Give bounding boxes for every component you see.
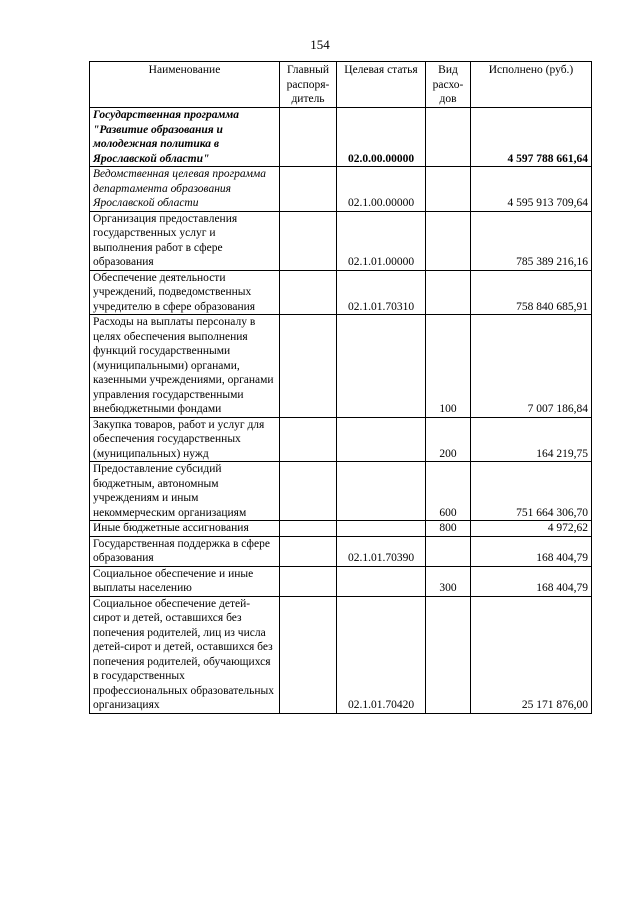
row-glav xyxy=(280,270,337,315)
row-name: Социальное обеспечение детей-сирот и детей, оставшихся без попечения родителей, лиц из числа детей-сирот и детей, оставшихся без попечения родителей, обучающихся в государственных профессиональных образовательных организациях xyxy=(90,596,280,713)
row-name: Предоставление субсидий бюджетным, автономным учреждениям и иным некоммерческим организациям xyxy=(90,462,280,521)
row-isp: 785 389 216,16 xyxy=(471,211,592,270)
table-row xyxy=(90,536,592,566)
row-glav xyxy=(280,536,337,566)
row-vid: 800 xyxy=(426,521,471,537)
row-isp: 751 664 306,70 xyxy=(471,462,592,521)
row-name: Обеспечение деятельности учреждений, подведомственных учредителю в сфере образования xyxy=(90,270,280,315)
row-vid xyxy=(426,536,471,566)
row-vid: 200 xyxy=(426,417,471,462)
row-name: Организация предоставления государственных услуг и выполнения работ в сфере образования xyxy=(90,211,280,270)
header-isp: Исполнено (руб.) xyxy=(471,62,592,108)
table-row xyxy=(90,417,592,462)
row-glav xyxy=(280,108,337,167)
row-vid xyxy=(426,167,471,212)
header-vid: Вид расхо-дов xyxy=(426,62,471,108)
row-cel xyxy=(337,417,426,462)
row-name: Иные бюджетные ассигнования xyxy=(90,521,280,537)
header-cel: Целевая статья xyxy=(337,62,426,108)
row-glav xyxy=(280,167,337,212)
row-isp: 758 840 685,91 xyxy=(471,270,592,315)
row-vid: 100 xyxy=(426,315,471,418)
row-glav xyxy=(280,596,337,713)
table-row xyxy=(90,108,592,167)
row-cel: 02.0.00.00000 xyxy=(337,108,426,167)
row-vid xyxy=(426,596,471,713)
row-cel: 02.1.00.00000 xyxy=(337,167,426,212)
row-cel: 02.1.01.70310 xyxy=(337,270,426,315)
table-row xyxy=(90,211,592,270)
row-cel xyxy=(337,521,426,537)
row-cel: 02.1.01.00000 xyxy=(337,211,426,270)
row-vid: 600 xyxy=(426,462,471,521)
row-isp: 168 404,79 xyxy=(471,566,592,596)
row-isp: 4 972,62 xyxy=(471,521,592,537)
table-row xyxy=(90,315,592,418)
row-isp: 164 219,75 xyxy=(471,417,592,462)
row-isp: 25 171 876,00 xyxy=(471,596,592,713)
row-glav xyxy=(280,462,337,521)
row-vid xyxy=(426,270,471,315)
row-glav xyxy=(280,521,337,537)
row-isp: 7 007 186,84 xyxy=(471,315,592,418)
row-glav xyxy=(280,315,337,418)
row-cel xyxy=(337,462,426,521)
header-name: Наименование xyxy=(90,62,280,108)
header-glav: Главный распоря-дитель xyxy=(280,62,337,108)
table-row xyxy=(90,270,592,315)
row-name: Государственная программа "Развитие образования и молодежная политика в Ярославской области" xyxy=(90,108,280,167)
row-cel xyxy=(337,315,426,418)
page-number: 154 xyxy=(310,37,330,52)
table-row xyxy=(90,566,592,596)
row-glav xyxy=(280,566,337,596)
row-vid: 300 xyxy=(426,566,471,596)
row-cel: 02.1.01.70420 xyxy=(337,596,426,713)
row-name: Расходы на выплаты персоналу в целях обеспечения выполнения функций государственными (муниципальными) органами, казенными учреждениями, органами управления государственными внебюджетными фондами xyxy=(90,315,280,418)
row-glav xyxy=(280,211,337,270)
row-name: Государственная поддержка в сфере образования xyxy=(90,536,280,566)
row-glav xyxy=(280,417,337,462)
row-name: Ведомственная целевая программа департамента образования Ярославской области xyxy=(90,167,280,212)
row-cel xyxy=(337,566,426,596)
table-row xyxy=(90,596,592,713)
row-name: Закупка товаров, работ и услуг для обеспечения государственных (муниципальных) нужд xyxy=(90,417,280,462)
row-isp: 168 404,79 xyxy=(471,536,592,566)
row-isp: 4 595 913 709,64 xyxy=(471,167,592,212)
budget-execution-table xyxy=(89,61,592,714)
row-isp: 4 597 788 661,64 xyxy=(471,108,592,167)
row-vid xyxy=(426,211,471,270)
table-row xyxy=(90,167,592,212)
table-header-row xyxy=(90,62,592,108)
row-name: Социальное обеспечение и иные выплаты населению xyxy=(90,566,280,596)
row-vid xyxy=(426,108,471,167)
row-cel: 02.1.01.70390 xyxy=(337,536,426,566)
table-row xyxy=(90,462,592,521)
table-row xyxy=(90,521,592,537)
